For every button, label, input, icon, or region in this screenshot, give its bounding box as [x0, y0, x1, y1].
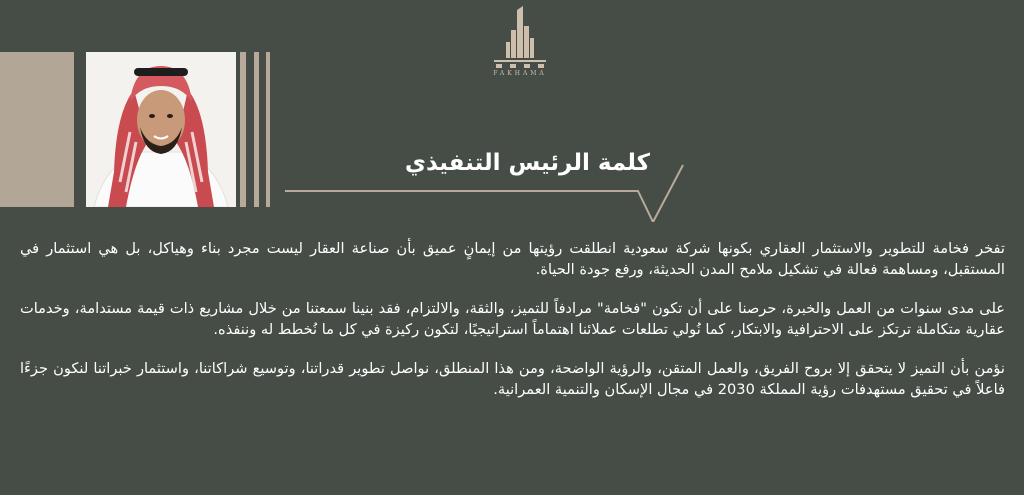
ceo-message — [20, 238, 1005, 418]
stripe-line — [254, 52, 259, 207]
stripe-line — [266, 52, 270, 207]
message-paragraph: نؤمن بأن التميز لا يتحقق إلا بروح الفريق، والعمل المتقن، والرؤية الواضحة، ومن هذا المنطلق، نواصل تطوير قدراتنا، وتوسيع شراكاتنا، واستثمار خبراتنا لنكون جزءًا فاعلاً في تحقيق مستهدفات رؤية المملكة 2030 في مجال الإسكان والتنمية العمرانية. — [20, 360, 1005, 398]
stripe-line — [240, 52, 246, 207]
ceo-photo — [86, 52, 236, 207]
page-title: كلمة الرئيس التنفيذي — [404, 150, 650, 176]
stripe-block — [0, 52, 74, 207]
ceo-portrait-icon — [86, 52, 236, 207]
message-paragraph: على مدى سنوات من العمل والخبرة، حرصنا على أن تكون "فخامة" مرادفاً للتميز، والثقة، والالتزام، فقد بنينا سمعتنا من خلال مشاريع ذات قيمة مستدامة، وخدمات عقارية متكاملة ترتكز على الاحترافية والابتكار، كما نُولي تطلعات عملائنا اهتماماً استراتيجيًا، لتكون ركيزة في كل ما نُخطط له وننفذه. — [20, 300, 1005, 338]
message-paragraph: تفخر فخامة للتطوير والاستثمار العقاري بكونها شركة سعودية انطلقت رؤيتها من إيمانٍ عميق بأن صناعة العقار ليست مجرد بناء وهياكل، بل هي استثمار في المستقبل، ومساهمة فعالة في تشكيل ملامح المدن الحديثة، ورفع جودة الحياة. — [20, 240, 1005, 278]
logo-wordmark: FAKHAMA — [493, 70, 547, 77]
